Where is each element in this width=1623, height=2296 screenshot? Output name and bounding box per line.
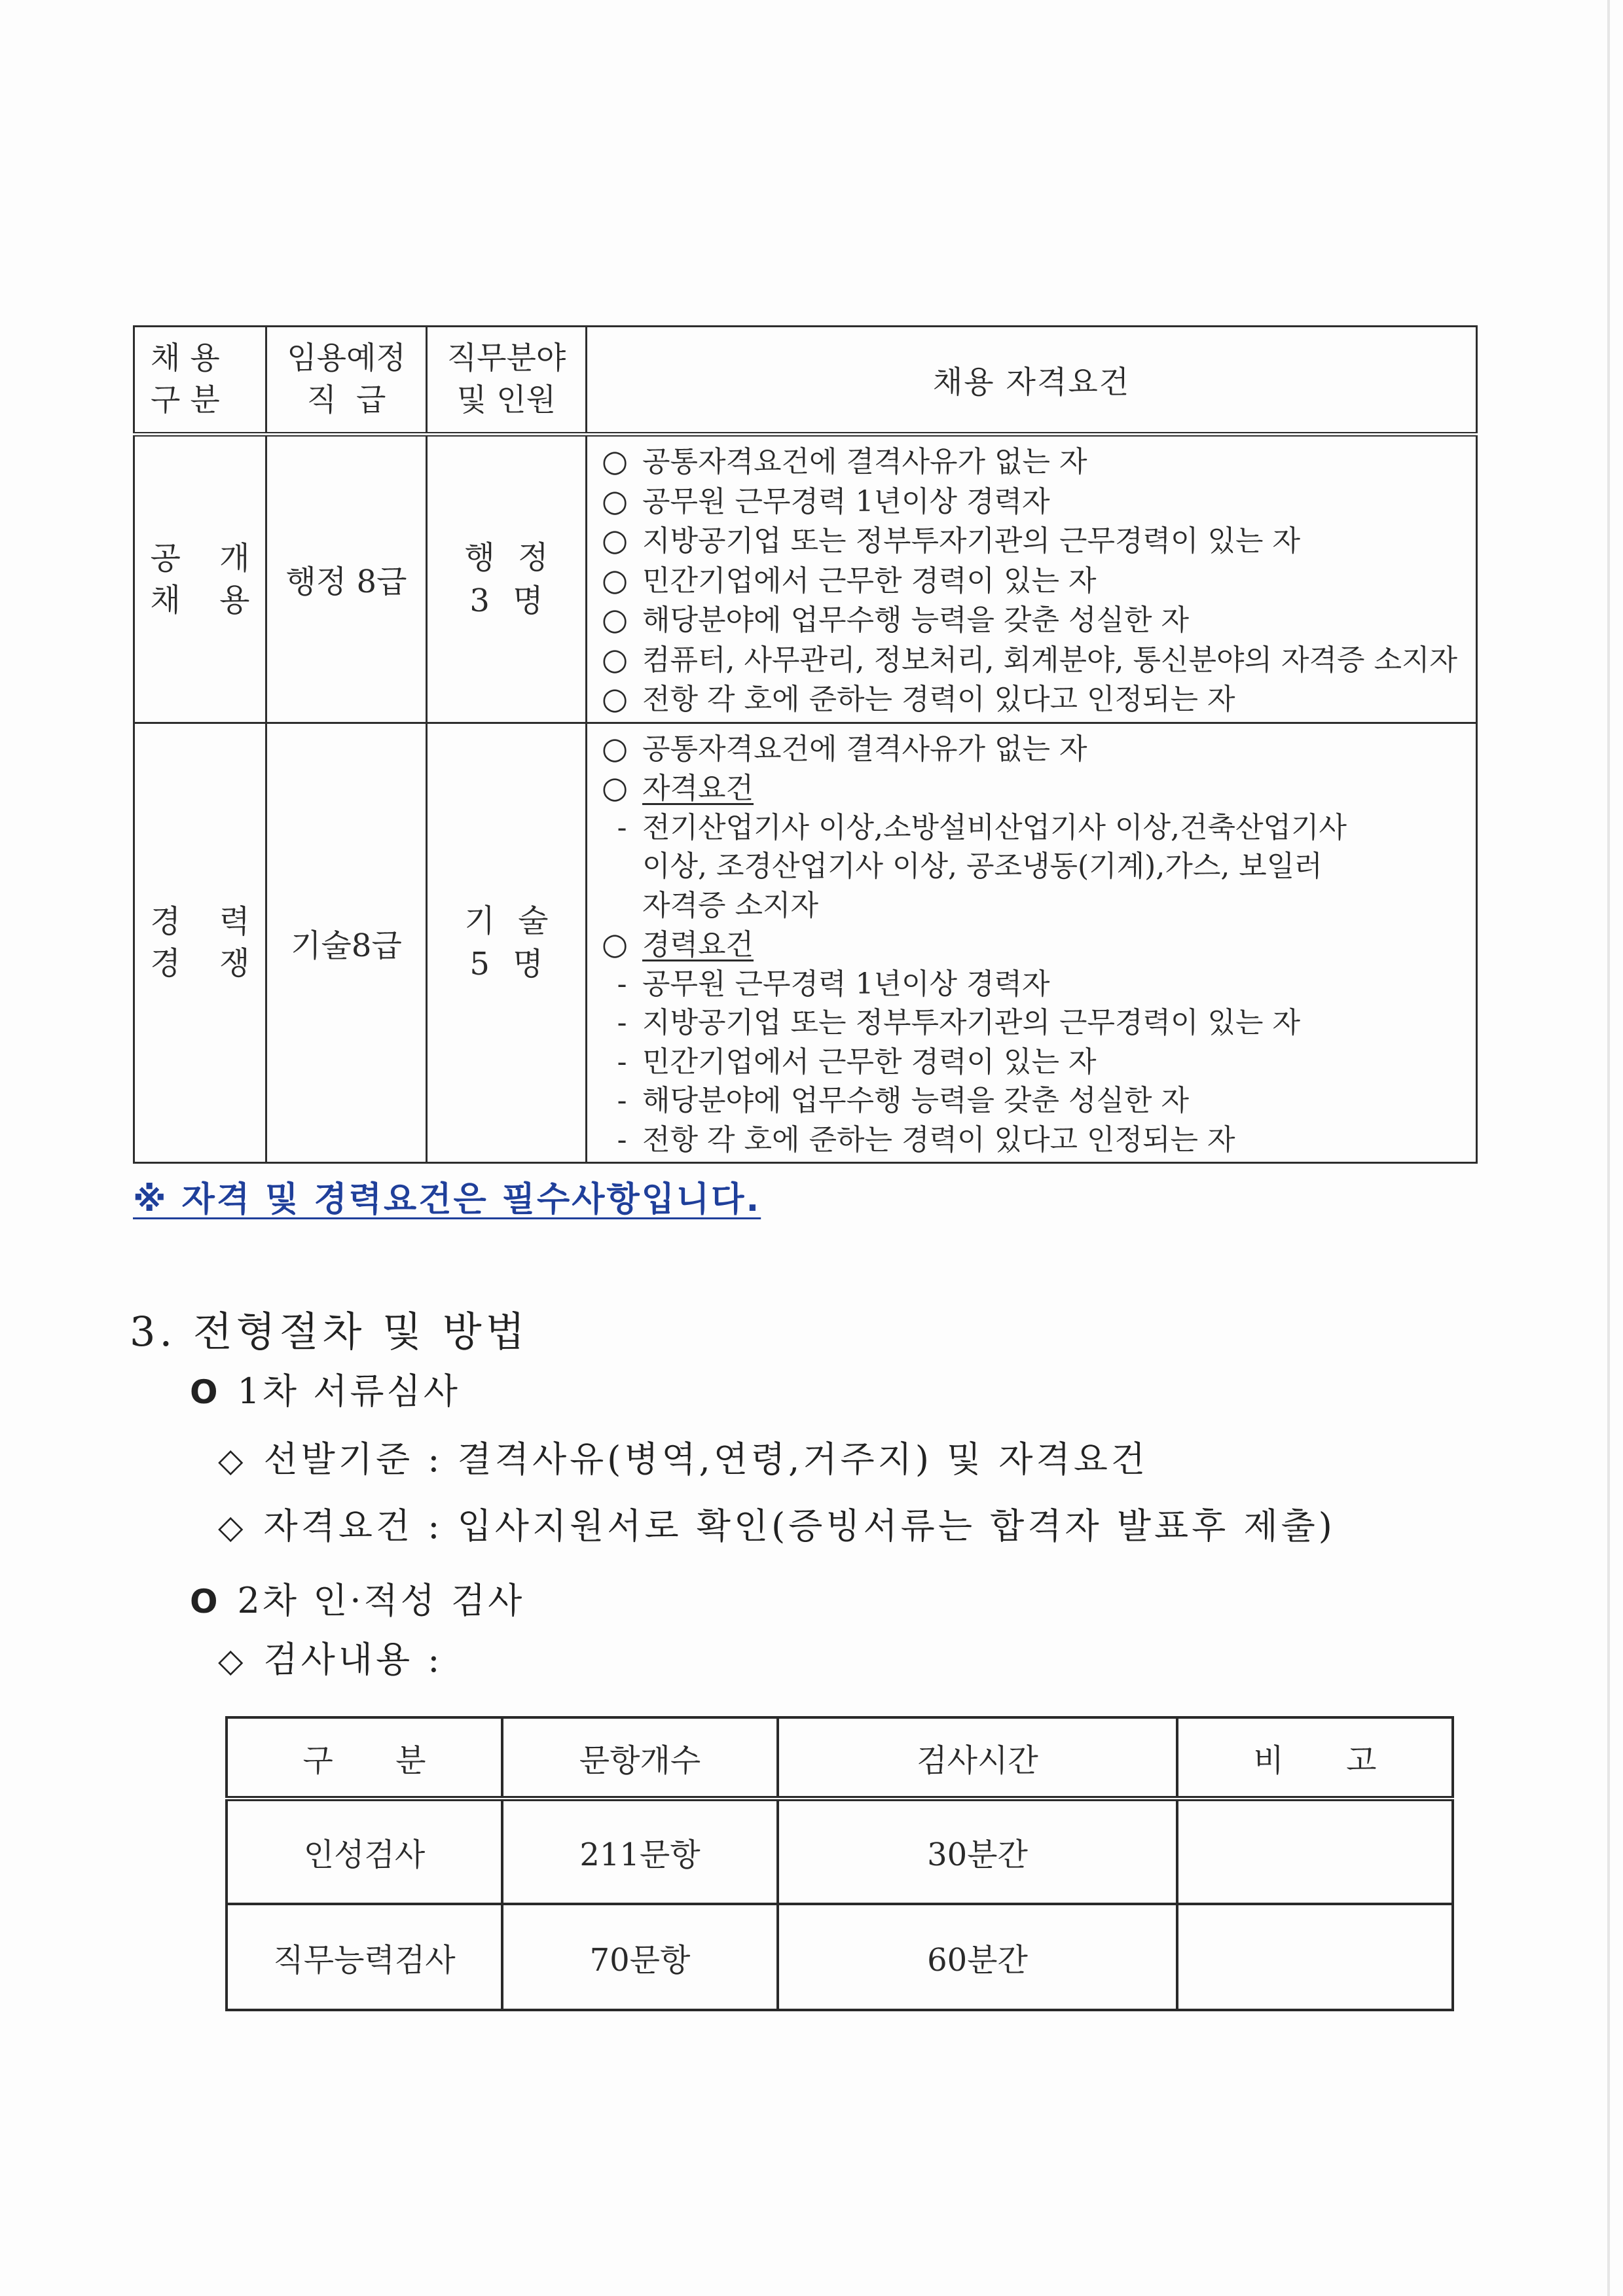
requirement-text: 자격요건 (642, 772, 754, 805)
table2-header-test-time: 검사시간 (778, 1717, 1177, 1799)
requirement-text: 공무원 근무경력 1년이상 경력자 (642, 484, 1050, 518)
requirement-text: 전항 각 호에 준하는 경력이 있다고 인정되는 자 (642, 1122, 1235, 1157)
header-category (134, 327, 266, 435)
diamond-icon: ◇ (218, 1641, 247, 1679)
row2-field (427, 723, 587, 1163)
circle-bullet-icon: ○ (602, 730, 629, 766)
dash-bullet: - (617, 1122, 627, 1157)
step1-item-qualification-check (218, 1498, 1336, 1549)
requirement-text: 공통자격요건에 결격사유가 없는 자 (642, 445, 1087, 478)
recruitment-qualifications-table (133, 325, 1478, 1164)
requirement-text: 자격증 소지자 (642, 888, 819, 922)
table1-row-experienced-competition (134, 723, 1477, 1163)
header-field-line1: 직무분야 (447, 340, 566, 376)
test-content-text: 검사내용 : (263, 1639, 443, 1680)
requirement-item (602, 640, 1476, 680)
header-field (427, 327, 587, 435)
header-field-line2: 및 인원 (456, 382, 556, 418)
requirement-text: 공무원 근무경력 1년이상 경력자 (642, 967, 1050, 1001)
question-count: 70문항 (502, 1904, 778, 2010)
test-name: 직무능력검사 (227, 1904, 502, 2010)
requirement-text: 공통자격요건에 결격사유가 없는 자 (642, 732, 1087, 766)
remarks (1177, 1799, 1453, 1904)
row2-grade: 기술8급 (266, 723, 427, 1163)
requirement-item (602, 1043, 1476, 1082)
table2-header-remarks-text: 비 고 (1253, 1742, 1403, 1779)
step1-title: 1차 서류심사 (237, 1371, 460, 1412)
row1-field-line1: 행 정 (464, 539, 555, 576)
step2-item-test-content (218, 1632, 443, 1682)
circle-bullet-icon: ○ (602, 482, 629, 518)
requirement-item (602, 1081, 1476, 1121)
table1-row-open-recruitment (134, 435, 1477, 723)
header-grade-line2: 직 급 (306, 382, 386, 418)
requirement-text: 민간기업에서 근무한 경력이 있는 자 (642, 1045, 1097, 1079)
requirement-item (602, 965, 1476, 1004)
row2-field-line1: 기 술 (464, 903, 555, 940)
table2-header-remarks (1177, 1717, 1453, 1799)
circle-bullet-icon: ○ (602, 443, 629, 478)
table2-header-category-text: 구 분 (302, 1742, 452, 1779)
requirement-item (602, 600, 1476, 640)
circle-bullet-icon: ○ (602, 641, 629, 677)
question-count: 211문항 (502, 1799, 778, 1904)
table2-header-row (227, 1717, 1453, 1799)
requirement-text: 해당분야에 업무수행 능력을 갖춘 성실한 자 (642, 603, 1190, 637)
dash-bullet: - (617, 1045, 627, 1079)
row2-category (134, 723, 266, 1163)
requirement-item (602, 886, 1476, 925)
row1-field-line2: 3 명 (469, 582, 550, 619)
requirement-text: 지방공기업 또는 정부투자기관의 근무경력이 있는 자 (642, 1006, 1301, 1039)
circle-bullet-icon: ○ (602, 601, 629, 637)
table1-header-row (134, 327, 1477, 435)
test-name: 인성검사 (227, 1799, 502, 1904)
row2-category-line1: 경 력 (150, 903, 264, 941)
test-time: 30분간 (778, 1799, 1177, 1904)
requirement-item (602, 847, 1476, 886)
table-row (227, 1904, 1453, 2010)
requirement-item (602, 768, 1476, 808)
section3-title: 3. 전형절차 및 방법 (130, 1308, 529, 1355)
step1-item-selection-criteria (218, 1431, 1148, 1482)
header-category-line1: 채 용 (151, 340, 220, 376)
requirement-item (602, 442, 1476, 482)
table2-header-category (227, 1717, 502, 1799)
header-category-line2: 구 분 (151, 382, 220, 418)
diamond-icon: ◇ (218, 1508, 247, 1546)
requirement-text: 전항 각 호에 준하는 경력이 있다고 인정되는 자 (642, 683, 1235, 716)
row2-field-line2: 5 명 (469, 946, 550, 983)
circle-bullet-icon: ○ (602, 926, 629, 961)
step1-circle-icon: O (190, 1373, 221, 1411)
requirement-item (602, 482, 1476, 522)
mandatory-notice: ※ 자격 및 경력요건은 필수사항입니다. (133, 1180, 761, 1219)
selection-criteria-text: 선발기준 : 결격사유(병역,연령,거주지) 및 자격요건 (263, 1439, 1149, 1480)
qualification-check-text: 자격요건 : 입사지원서로 확인(증빙서류는 합격자 발표후 제출) (263, 1505, 1336, 1547)
dash-bullet: - (617, 810, 627, 844)
requirement-item (602, 521, 1476, 561)
row1-requirements (587, 435, 1477, 723)
diamond-icon: ◇ (218, 1441, 247, 1479)
requirement-item (602, 679, 1476, 719)
circle-bullet-icon: ○ (602, 681, 629, 716)
table2-header-question-count: 문항개수 (502, 1717, 778, 1799)
requirement-text: 민간기업에서 근무한 경력이 있는 자 (642, 564, 1097, 598)
dash-bullet: - (617, 967, 627, 1001)
test-time: 60분간 (778, 1904, 1177, 2010)
header-requirements-text: 채용 자격요건 (932, 364, 1131, 401)
requirement-text: 해당분야에 업무수행 능력을 갖춘 성실한 자 (642, 1084, 1190, 1117)
requirement-text: 이상, 조경산업기사 이상, 공조냉동(기계),가스, 보일러 (642, 850, 1322, 883)
circle-bullet-icon: ○ (602, 770, 629, 805)
step2-title: 2차 인·적성 검사 (237, 1580, 525, 1621)
step1-heading (190, 1363, 460, 1414)
requirement-text: 경력요건 (642, 928, 754, 961)
row2-category-line2: 경 쟁 (150, 945, 264, 982)
row2-requirements (587, 723, 1477, 1163)
row1-field (427, 435, 587, 723)
requirement-item (602, 925, 1476, 965)
requirement-item (602, 729, 1476, 769)
requirement-item (602, 1003, 1476, 1043)
circle-bullet-icon: ○ (602, 562, 629, 598)
requirement-text: 컴퓨터, 사무관리, 정보처리, 회계분야, 통신분야의 자격증 소지자 (642, 643, 1457, 677)
dash-bullet: - (617, 1006, 627, 1039)
requirement-item (602, 1121, 1476, 1160)
row1-category-line1: 공 개 (150, 539, 264, 577)
requirement-text: 전기산업기사 이상,소방설비산업기사 이상,건축산업기사 (642, 810, 1347, 844)
aptitude-test-table (225, 1716, 1454, 2011)
row1-grade: 행정 8급 (266, 435, 427, 723)
dash-bullet: - (617, 1084, 627, 1117)
requirement-item (602, 808, 1476, 848)
header-grade (266, 327, 427, 435)
header-requirements (587, 327, 1477, 435)
table-row (227, 1799, 1453, 1904)
step2-circle-icon: O (190, 1583, 221, 1621)
requirement-text: 지방공기업 또는 정부투자기관의 근무경력이 있는 자 (642, 524, 1301, 558)
remarks (1177, 1904, 1453, 2010)
step2-heading (190, 1573, 524, 1623)
row1-category (134, 435, 266, 723)
header-grade-line1: 임용예정 (287, 340, 406, 376)
row1-category-line2: 채 용 (150, 581, 264, 619)
requirement-item (602, 561, 1476, 601)
circle-bullet-icon: ○ (602, 522, 629, 558)
page-edge-line (1607, 0, 1610, 2296)
